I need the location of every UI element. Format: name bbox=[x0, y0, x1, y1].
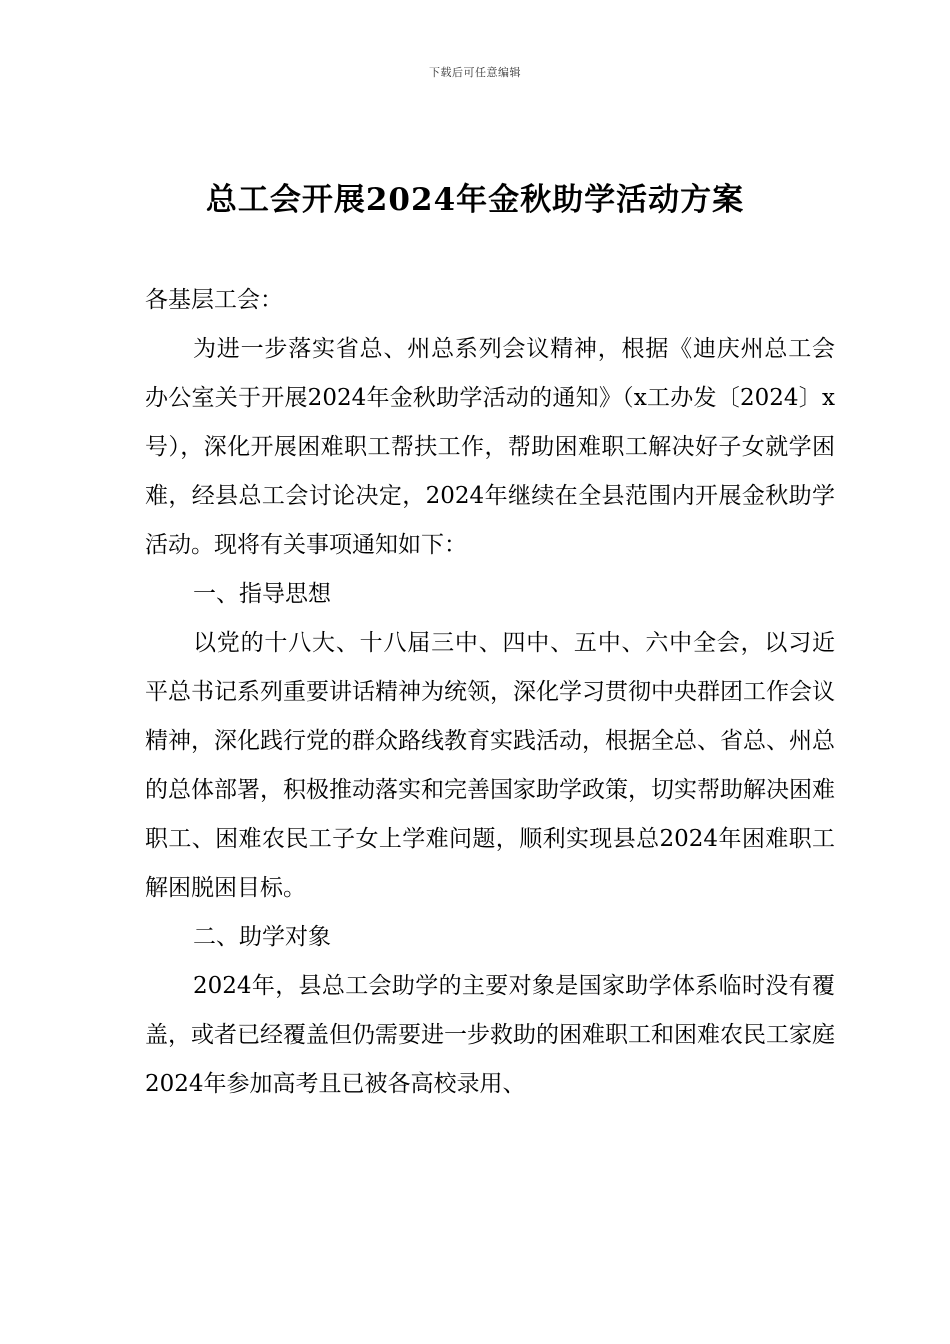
document-body bbox=[145, 276, 835, 1109]
paragraph-aid-recipients: 2024年，县总工会助学的主要对象是国家助学体系临时没有覆盖，或者已经覆盖但仍需要进一步救助的困难职工和困难农民工家庭2024年参加高考且已被各高校录用、 bbox=[145, 973, 835, 1097]
paragraph-guiding-ideology: 以党的十八大、十八届三中、四中、五中、六中全会，以习近平总书记系列重要讲话精神为统领，深化学习贯彻中央群团工作会议精神，深化践行党的群众路线教育实践活动，根据全总、省总、州总的总体部署，积极推动落实和完善国家助学政策，切实帮助解决困难职工、困难农民工子女上学难问题，顺利实现县总2024年困难职工解困脱困目标。 bbox=[145, 630, 835, 901]
header-note: 下载后可任意编辑 bbox=[429, 66, 521, 79]
section-heading-guiding-ideology: 一、指导思想 bbox=[193, 581, 331, 607]
section-heading-aid-recipients: 二、助学对象 bbox=[193, 924, 331, 950]
document-title: 总工会开展2024年金秋助学活动方案 bbox=[205, 182, 745, 218]
paragraph-intro: 为进一步落实省总、州总系列会议精神，根据《迪庆州总工会办公室关于开展2024年金秋助学活动的通知》（x工办发〔2024〕x号），深化开展困难职工帮扶工作，帮助困难职工解决好子女就学困难，经县总工会讨论决定，2024年继续在全县范围内开展金秋助学活动。现将有关事项通知如下： bbox=[145, 336, 835, 558]
salutation: 各基层工会： bbox=[145, 287, 283, 313]
